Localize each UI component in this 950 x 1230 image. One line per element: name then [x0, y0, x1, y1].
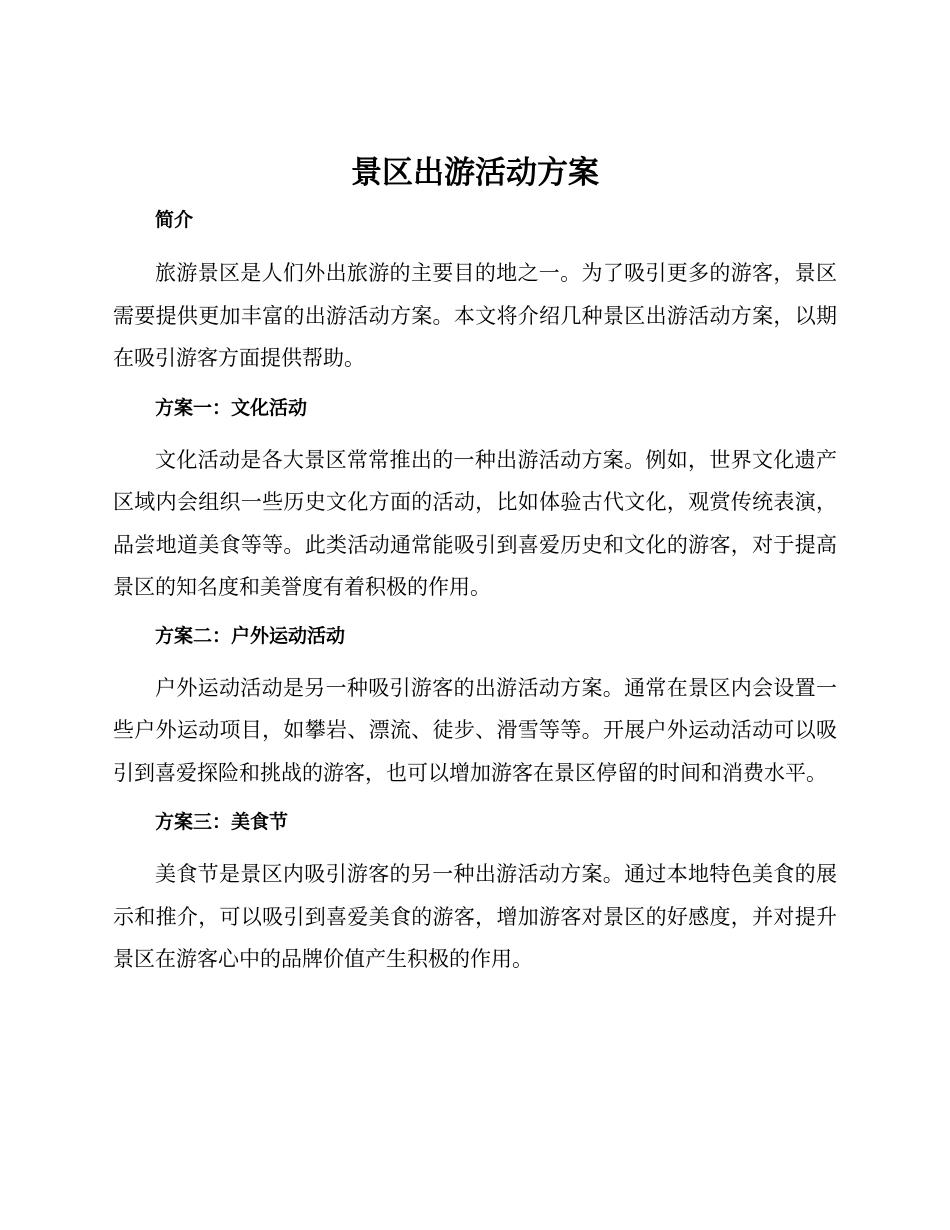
- section-body-intro: 旅游景区是人们外出旅游的主要目的地之一。为了吸引更多的游客，景区需要提供更加丰富的出游活动方案。本文将介绍几种景区出游活动方案，以期在吸引游客方面提供帮助。: [113, 261, 837, 370]
- document-title: 景区出游活动方案: [351, 155, 599, 191]
- section-body-culture: 文化活动是各大景区常常推出的一种出游活动方案。例如，世界文化遗产区域内会组织一些历史文化方面的活动，比如体验古代文化，观赏传统表演，品尝地道美食等等。此类活动通常能吸引到喜爱历史和文化的游客，对于提高景区的知名度和美誉度有着积极的作用。: [113, 447, 837, 599]
- section-body-food-festival: 美食节是景区内吸引游客的另一种出游活动方案。通过本地特色美食的展示和推介，可以吸引到喜爱美食的游客，增加游客对景区的好感度，并对提升景区在游客心中的品牌价值产生积极的作用。: [113, 862, 837, 971]
- section-heading-culture: 方案一：文化活动: [155, 396, 308, 419]
- section-heading-food-festival: 方案三：美食节: [155, 811, 289, 833]
- section-heading-outdoor: 方案二：户外运动活动: [155, 624, 346, 647]
- section-body-outdoor: 户外运动活动是另一种吸引游客的出游活动方案。通常在景区内会设置一些户外运动项目，如攀岩、漂流、徒步、滑雪等等。开展户外运动活动可以吸引到喜爱探险和挑战的游客，也可以增加游客在景区停留的时间和消费水平。: [113, 675, 837, 785]
- section-heading-intro: 简介: [155, 209, 194, 231]
- document-page: [113, 150, 837, 981]
